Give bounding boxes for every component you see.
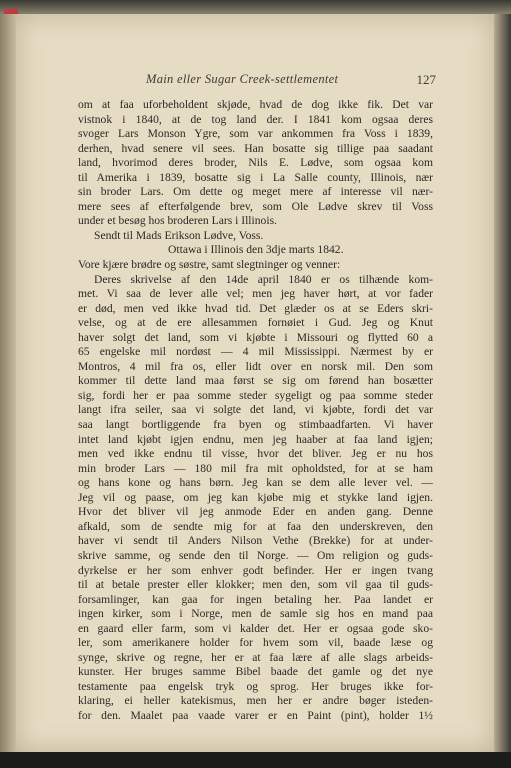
- text-line: intet land kjøbt igjen endnu, men jeg haaber at faa land igjen;: [78, 432, 433, 446]
- text-line: men ved ikke endnu til visse, hvor det bliver. Jeg er nu hos: [78, 447, 433, 461]
- text-line: om at faa uforbeholdent skjøde, hvad de dog ikke fik. Det var: [78, 98, 433, 111]
- text-line: synge, skrive og regne, her er at faa lære af alle slags arbeids-: [78, 650, 433, 664]
- text-line: 65 engelske mil nordøst — 4 mil Mississippi. Nærmest by er: [78, 345, 433, 359]
- text-line: velse, og at de ere allesammen fornøiet i Gud. Jeg og Knut: [78, 316, 433, 330]
- text-line: for den. Maalet paa vaade varer er en Paint (pint), holder 1½: [78, 708, 433, 722]
- text-line: er død, men ved ikke hvad tid. Det glæder os at se Eders skri-: [78, 301, 433, 315]
- text-line: skrive samme, og sende den til Norge. — Om religion og guds-: [78, 548, 433, 562]
- text-line: haver vi sendt til Anders Nilson Vethe (Brekke) for at under-: [78, 534, 433, 548]
- text-line: ingen kirker, som i Norge, men de samle sig hos en mand paa: [78, 607, 433, 621]
- running-title: Main eller Sugar Creek-settlementet: [146, 72, 339, 86]
- text-line: haver solgt det land, som vi kjøbte i Missouri og flytted 60 a: [78, 330, 433, 344]
- text-line: afkald, som de sendte mig for at faa den underskreven, den: [78, 519, 433, 533]
- text-line: og hans kone og hans børn. Jeg kan se dem alle lever vel. —: [78, 476, 433, 490]
- text-line: mere sees af efterfølgende brev, som Ole Lødve skrev til Voss: [78, 199, 433, 213]
- text-line: kommer til dette land maa først se sig om førend han bosætter: [78, 374, 433, 388]
- text-line: vistnok i 1840, at de tog land der. I 1841 kom ogsaa deres: [78, 112, 433, 126]
- text-line: til at betale prester eller klokker; men den, som vil gaa til guds-: [78, 578, 433, 592]
- text-line: Ottawa i Illinois den 3dje marts 1842.: [168, 243, 344, 257]
- text-line: saa langt bortliggende fra byen og stimbaadfarten. Vi haver: [78, 418, 433, 432]
- text-line: til Amerika i 1839, bosatte sig i La Salle county, Illinois, nær: [78, 170, 433, 184]
- text-line: testamente paa engelsk tryk og sprog. Her bruges ikke for-: [78, 679, 433, 693]
- text-line: under et besøg hos broderen Lars i Illinois.: [78, 214, 277, 228]
- text-line: en gaard eller farm, som vi kalder det. Her er ogsaa gode sko-: [78, 621, 433, 635]
- body-text: [78, 98, 433, 724]
- text-line: kunster. Her bruges samme Bibel baade det gamle og det nye: [78, 665, 433, 679]
- page-header: [40, 72, 436, 92]
- text-line: land, hvorimod deres broder, Nils E. Lødve, som ogsaa kom: [78, 156, 433, 170]
- text-line: forsamlinger, kan gaa for ingen betaling her. Paa landet er: [78, 592, 433, 606]
- text-line: klaring, ei heller katekismus, men her er andre bøger isteden-: [78, 694, 433, 708]
- text-line: Hvor det bliver vil jeg anmode Eder en anden gang. Denne: [78, 505, 433, 519]
- text-line: Vore kjære brødre og søstre, samt slegtninger og venner:: [78, 258, 341, 272]
- text-line: Montros, 4 mil fra os, eller lidt over en norsk mil. Den som: [78, 359, 433, 373]
- text-line: sin broder Lars. Om dette og meget mere af interesse vil nær-: [78, 185, 433, 199]
- text-line: sig, fordi her er paa somme steder sygeligt og paa somme steder: [78, 388, 433, 402]
- book-page-edges: [493, 14, 511, 752]
- text-line: Deres skrivelse af den 14de april 1840 er os tilhænde kom-: [94, 272, 433, 286]
- book-top-edge: [0, 0, 511, 15]
- text-line: met. Vi saa de lever alle vel; men jeg haver hørt, at vor fader: [78, 287, 433, 301]
- page-number: 127: [416, 72, 436, 87]
- text-line: Sendt til Mads Erikson Lødve, Voss.: [94, 228, 264, 242]
- text-line: min broder Lars — 180 mil fra mit opholdsted, for at se ham: [78, 461, 433, 475]
- text-line: ler, som amerikanere holder for hvem som vil, baade læse og: [78, 636, 433, 650]
- text-line: langt ifra seiler, saa vi solgte det land, vi kjøbte, fordi det var: [78, 403, 433, 417]
- text-line: dyrkelse er her som enhver godt befinder. Her er ingen tvang: [78, 563, 433, 577]
- text-line: svoger Lars Monson Ygre, som var ankommen fra Voss i 1839,: [78, 127, 433, 141]
- text-line: derhen, hvad senere vil sees. Han bosatte sig tillige paa saadant: [78, 141, 433, 155]
- text-line: Jeg vil og paase, om jeg kan kjøbe mig et stykke land igjen.: [78, 490, 433, 504]
